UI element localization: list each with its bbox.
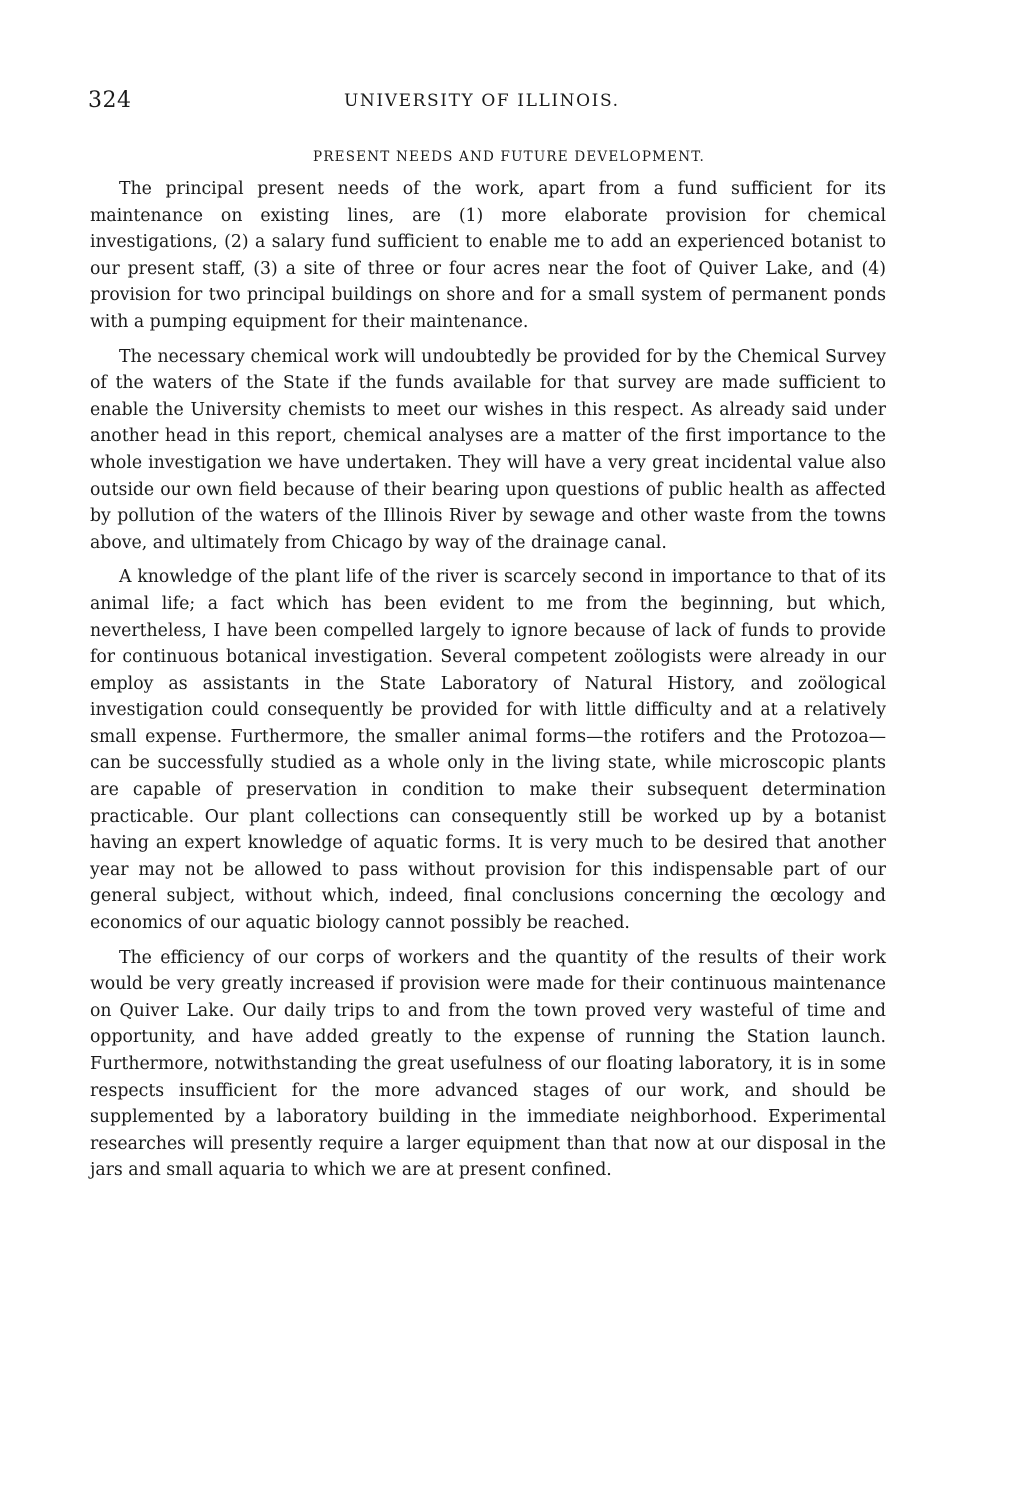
journal-title: UNIVERSITY OF ILLINOIS. (344, 91, 620, 111)
section-heading: PRESENT NEEDS AND FUTURE DEVELOPMENT. (313, 149, 705, 165)
paragraph: The necessary chemical work will undoubtedly be provided for by the Chemical Survey of the waters of the State if the funds available for that survey are made sufficient to enable the University chemists to meet our wishes in this respect. As already said under another head in this report, chemical analyses are a matter of the first importance to the whole investigation we have undertaken. They will have a very great incidental value also outside our own field because of their bearing upon questions of public health as affected by pollution of the waters of the Illinois River by sewage and other waste from the towns above, and ultimately from Chicago by way of the drainage canal. (90, 346, 886, 553)
running-head (88, 88, 880, 116)
paragraph: The efficiency of our corps of workers and the quantity of the results of their work would be very greatly increased if provision were made for their continuous maintenance on Quiver Lake. Our daily trips to and from the town proved very wasteful of time and opportunity, and have added greatly to the expense of running the Station launch. Furthermore, notwithstanding the great usefulness of our floating laboratory, it is in some respects insufficient for the more advanced stages of our work, and should be supplemented by a laboratory building in the immediate neighborhood. Experimental researches will presently require a larger equipment than that now at our disposal in the jars and small aquaria to which we are at present confined. (90, 947, 886, 1181)
paragraph: The principal present needs of the work, apart from a fund sufficient for its maintenance on existing lines, are (1) more elaborate provision for chemical investigations, (2) a salary fund sufficient to enable me to add an experienced botanist to our present staff, (3) a site of three or four acres near the foot of Quiver Lake, and (4) provision for two principal buildings on shore and for a small system of permanent ponds with a pumping equipment for their maintenance. (90, 179, 886, 332)
body-text (90, 176, 886, 1192)
page-number: 324 (88, 88, 132, 113)
paragraph: A knowledge of the plant life of the river is scarcely second in importance to that of its animal life; a fact which has been evident to me from the beginning, but which, nevertheless, I have been compelled largely to ignore because of lack of funds to provide for continuous botanical investigation. Several competent zoölogists were already in our employ as assistants in the State Laboratory of Natural History, and zoölogical investigation could consequently be provided for with little difficulty and at a relatively small expense. Furthermore, the smaller animal forms—the rotifers and the Protozoa—can be successfully studied as a whole only in the living state, while microscopic plants are capable of preservation in condition to make their subsequent determination practicable. Our plant collections can consequently still be worked up by a botanist having an expert knowledge of aquatic forms. It is very much to be desired that another year may not be allowed to pass without provision for this indispensable part of our general subject, without which, indeed, final conclusions concerning the œcology and economics of our aquatic biology cannot possibly be reached. (90, 567, 886, 934)
